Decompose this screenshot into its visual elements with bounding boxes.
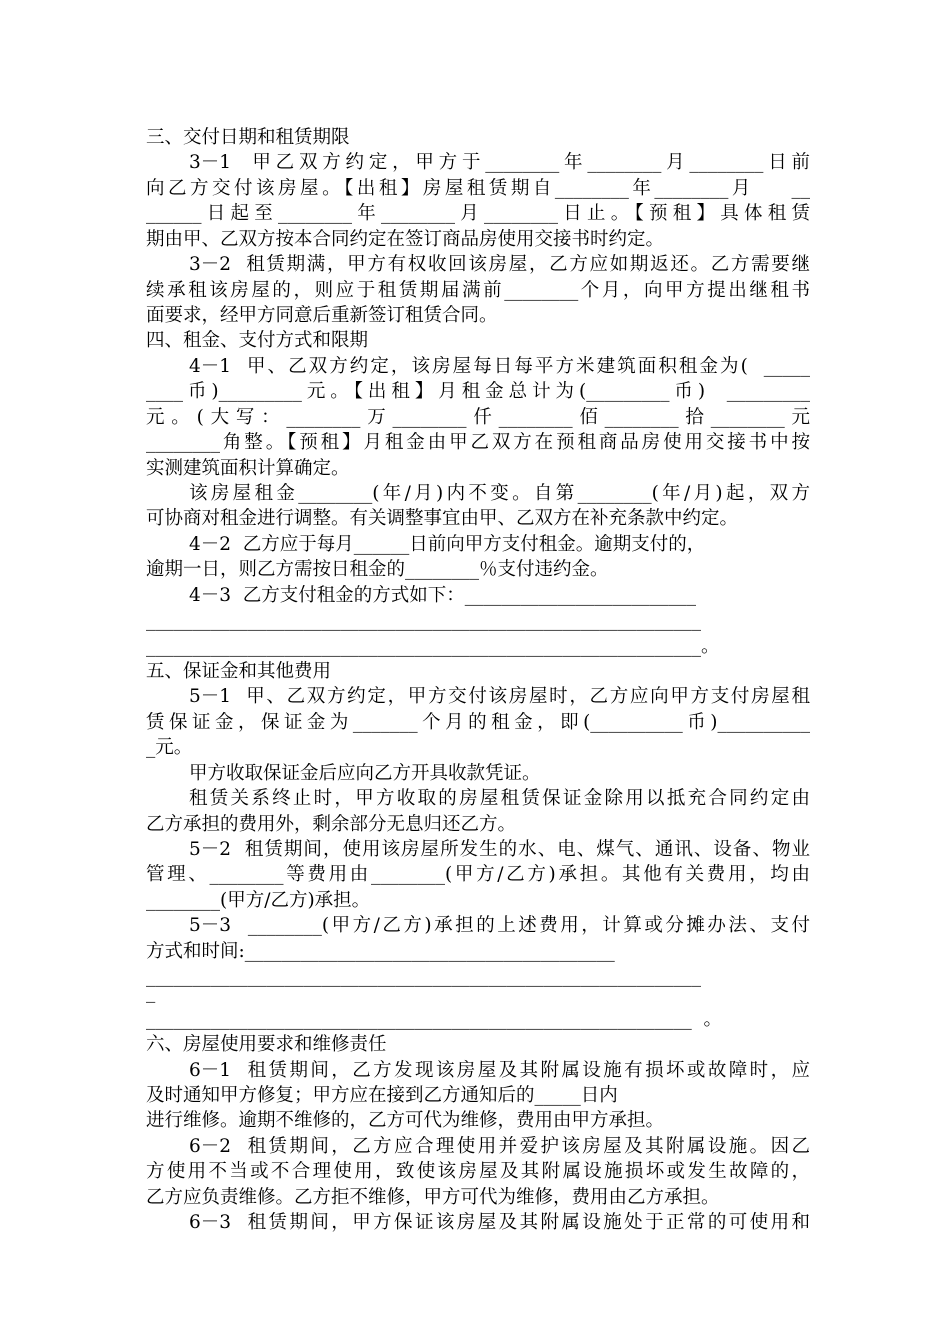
clause-text: 元。(大写：________万________仟________佰________拾________元 [146,407,810,428]
clause-text: 逾期一日，则乙方需按日租金的________％支付违约金。 [146,559,609,580]
blank-line: _ [146,982,156,1003]
clause-text: 实测建筑面积计算确定。 [146,458,350,479]
blank-line: ____________________________________________________________。 [146,636,720,657]
clause-text: 期由甲、乙双方按本合同约定在签订商品房使用交接书时约定。 [146,229,665,250]
clause-text: 6－1 租赁期间，乙方发现该房屋及其附属设施有损坏或故障时，应 [189,1060,810,1081]
clause-text: 4－2 乙方应于每月______日前向甲方支付租金。逾期支付的， [189,534,706,555]
clause-text: 管理、________等费用由________(甲方/乙方)承担。其他有关费用，均由 [146,864,810,885]
clause-text: 方使用不当或不合理使用，致使该房屋及其附属设施损坏或发生故障的， [146,1161,810,1182]
section-heading: 四、租金、支付方式和限期 [146,330,369,351]
section-heading: 三、交付日期和租赁期限 [146,127,350,148]
clause-text: 租赁关系终止时，甲方收取的房屋租赁保证金除用以抵充合同约定由 [189,788,810,809]
clause-text: 方式和时间:________________________________________ [146,941,615,962]
clause-text: 5－1 甲、乙双方约定，甲方交付该房屋时，乙方应向甲方支付房屋租 [189,686,810,707]
clause-text: 向乙方交付该房屋。【出租】房屋租赁期自________年________月 __ [146,178,810,199]
clause-text: 4－3 乙方支付租金的方式如下：_________________________ [189,585,697,606]
clause-text: 6－3 租赁期间，甲方保证该房屋及其附属设施处于正常的可使用和 [189,1212,810,1233]
clause-text: 3－1 甲乙双方约定，甲方于________年________月________日前 [189,152,810,173]
blank-line: ____________________________________________________________ [146,966,701,987]
clause-text: 6－2 租赁期间，乙方应合理使用并爱护该房屋及其附属设施。因乙 [189,1136,810,1157]
blank-line: ____________________________________________________________ [146,610,701,631]
clause-text: 及时通知甲方修复；甲方应在接到乙方通知后的_____日内 [146,1085,618,1106]
clause-text: ________(甲方/乙方)承担。 [146,890,371,911]
clause-text: 该房屋租金________(年/月)内不变。自第________(年/月)起，双方 [189,483,810,504]
blank-line: ___________________________________________________________ 。 [146,1009,723,1030]
clause-text: 4－1 甲、乙双方约定，该房屋每日每平方米建筑面积租金为( _____ [189,356,810,377]
clause-text: 进行维修。逾期不维修的，乙方可代为维修，费用由甲方承担。 [146,1110,665,1131]
clause-text: ________角整。【预租】月租金由甲乙双方在预租商品房使用交接书中按 [146,432,810,453]
clause-text: 赁保证金，保证金为_______个月的租金，即(__________币)__________ [146,712,810,733]
section-heading: 六、房屋使用要求和维修责任 [146,1034,387,1055]
clause-text: 续承租该房屋的，则应于租赁期届满前________个月，向甲方提出继租书 [146,280,810,301]
clause-text: 乙方承担的费用外，剩余部分无息归还乙方。 [146,814,517,835]
section-heading: 五、保证金和其他费用 [146,661,332,682]
clause-text: ____币)_________元。【出租】月租金总计为(_________币) _________ [146,381,810,402]
clause-text: ______日起至________年________月________日止。【预租】具体租赁 [146,203,810,224]
clause-text: 5－3 ________(甲方/乙方)承担的上述费用，计算或分摊办法、支付 [189,915,810,936]
clause-text: 面要求，经甲方同意后重新签订租赁合同。 [146,305,498,326]
clause-text: 乙方应负责维修。乙方拒不维修，甲方可代为维修，费用由乙方承担。 [146,1187,720,1208]
clause-text: 可协商对租金进行调整。有关调整事宜由甲、乙双方在补充条款中约定。 [146,508,739,529]
clause-text: 5－2 租赁期间，使用该房屋所发生的水、电、煤气、通讯、设备、物业 [189,839,810,860]
clause-text: _元。 [146,737,193,758]
clause-text: 甲方收取保证金后应向乙方开具收款凭证。 [189,763,541,784]
clause-text: 3－2 租赁期满，甲方有权收回该房屋，乙方应如期返还。乙方需要继 [189,254,810,275]
